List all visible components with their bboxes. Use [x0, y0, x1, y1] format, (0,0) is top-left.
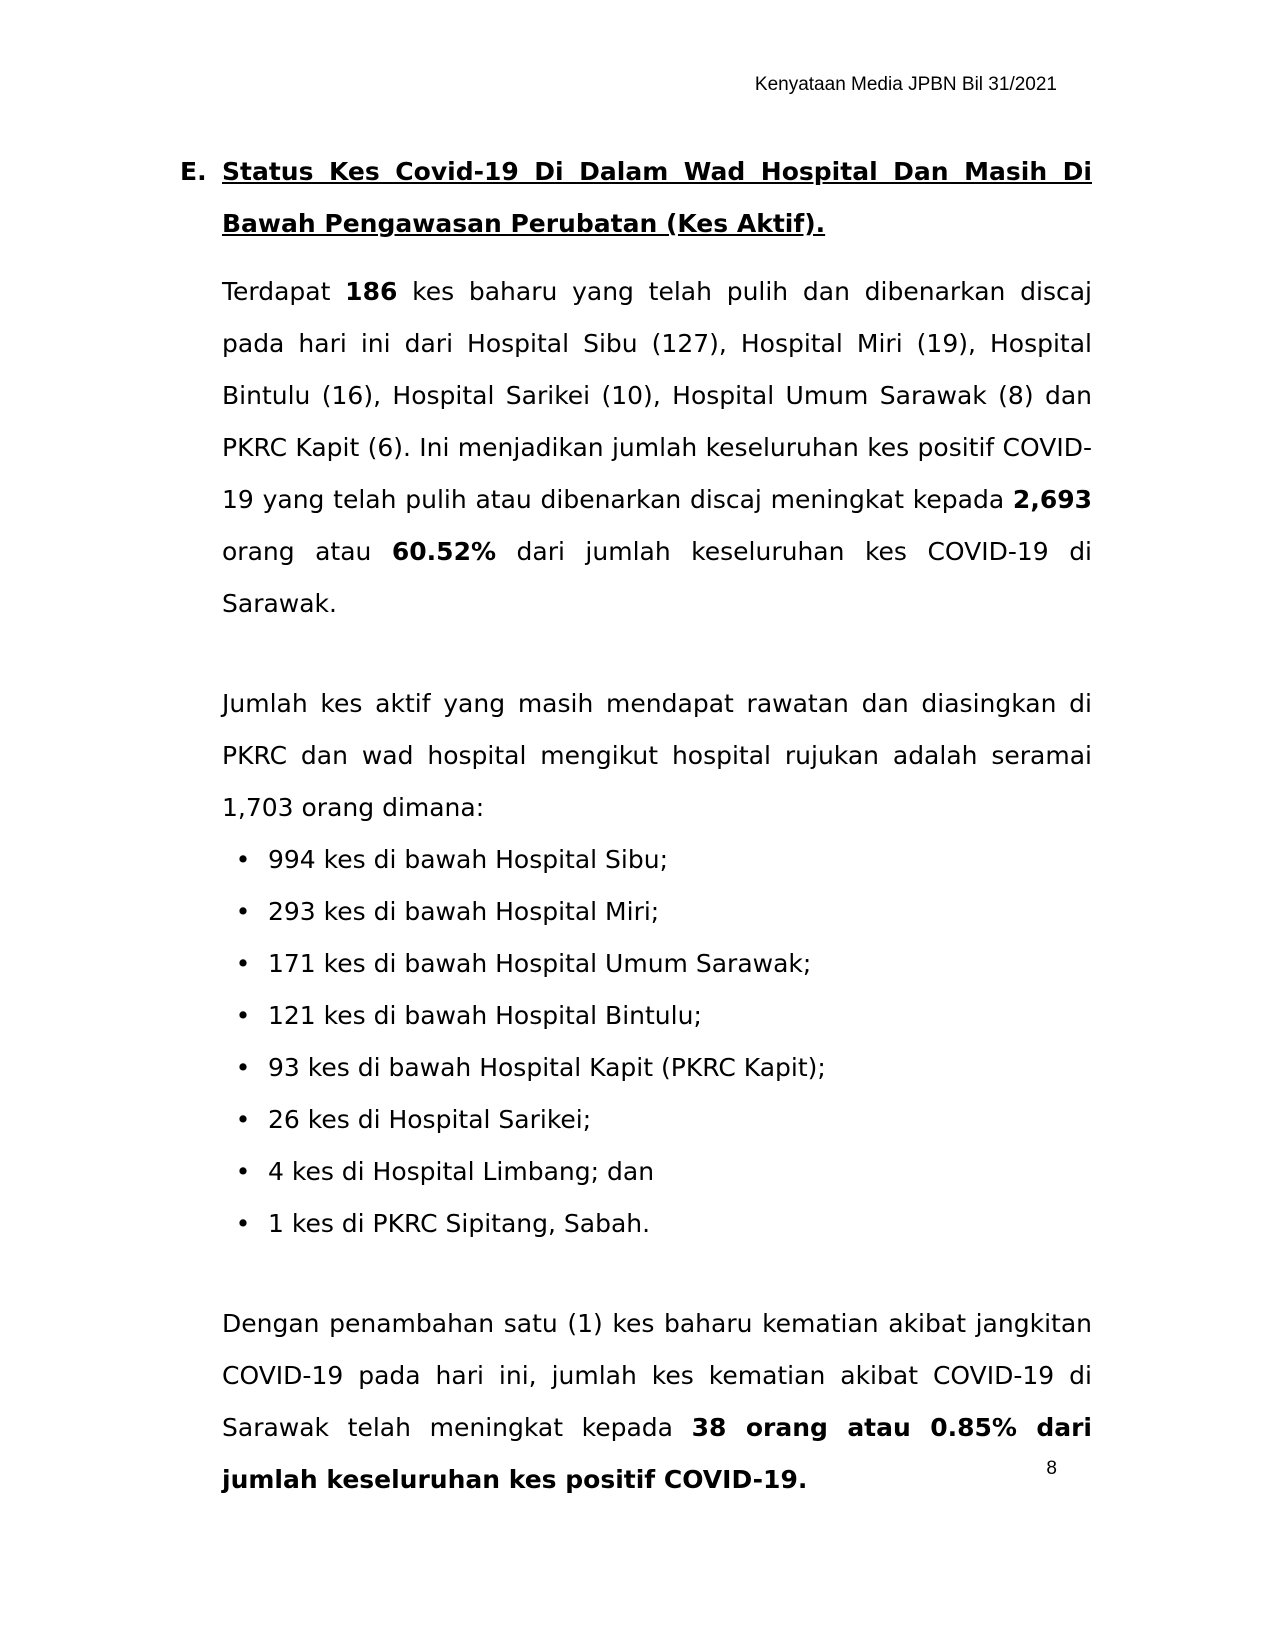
list-item-text: 293 kes di bawah Hospital Miri;: [268, 897, 660, 926]
list-item: [222, 1042, 1092, 1094]
recovered-text-3: orang atau: [222, 537, 392, 566]
section-e: [180, 146, 1092, 1506]
recovered-percentage: 60.52%: [391, 537, 497, 566]
section-heading: [180, 146, 1092, 250]
recovered-total-count: 2,693: [1012, 485, 1092, 514]
recovered-text-2: kes baharu yang telah pulih dan dibenarkan discaj pada hari ini dari Hospital Sibu (127), Hospital Miri (19), Hospital Bintulu (16), Hospital Sarikei (10), Hospital Umum Sarawak (8) dan PKRC Kapit (6). Ini menjadikan jumlah keseluruhan kes positif COVID-19 yang telah pulih atau dibenarkan discaj meningkat kepada: [222, 277, 1092, 514]
bullet: •: [235, 1209, 251, 1238]
deaths-highlight: 38 orang atau 0.85% dari jumlah keseluruhan kes positif COVID-19: [222, 1413, 1093, 1494]
list-item-text: 93 kes di bawah Hospital Kapit (PKRC Kapit);: [268, 1053, 826, 1082]
bullet: •: [235, 949, 251, 978]
list-item-text: 171 kes di bawah Hospital Umum Sarawak;: [268, 949, 812, 978]
list-item: [222, 886, 1092, 938]
list-item-text: 121 kes di bawah Hospital Bintulu;: [268, 1001, 702, 1030]
list-item: [222, 1198, 1092, 1250]
list-item-text: 26 kes di Hospital Sarikei;: [268, 1105, 592, 1134]
section-title: Status Kes Covid-19 Di Dalam Wad Hospital Dan Masih Di Bawah Pengawasan Perubatan (Kes Aktif).: [222, 157, 1092, 238]
page-number: 8: [1046, 1458, 1057, 1479]
list-item: [222, 1094, 1092, 1146]
list-item-text: 1 kes di PKRC Sipitang, Sabah.: [268, 1209, 651, 1238]
recovered-text-4: dari jumlah keseluruhan kes COVID-19 di Sarawak.: [222, 537, 1093, 618]
active-cases-list: [222, 834, 1092, 1250]
section-letter: E.: [180, 157, 207, 186]
bullet: •: [235, 1157, 251, 1186]
bullet: •: [235, 897, 251, 926]
list-item-text: 4 kes di Hospital Limbang; dan: [268, 1157, 655, 1186]
active-cases-paragraph: Jumlah kes aktif yang masih mendapat rawatan dan diasingkan di PKRC dan wad hospital mengikut hospital rujukan adalah seramai 1,703 orang dimana:: [222, 689, 1092, 822]
list-item: [222, 938, 1092, 990]
page-header: Kenyataan Media JPBN Bil 31/2021: [754, 74, 1057, 95]
bullet: •: [235, 1105, 251, 1134]
list-item: [222, 834, 1092, 886]
bullet: •: [235, 845, 251, 874]
deaths-paragraph: [222, 1298, 1092, 1506]
recovered-today-count: 186: [345, 277, 398, 306]
list-item: [222, 1146, 1092, 1198]
list-item: [222, 990, 1092, 1042]
bullet: •: [235, 1053, 251, 1082]
deaths-text-1: Dengan penambahan satu (1) kes baharu kematian akibat jangkitan COVID-19 pada hari ini, jumlah kes kematian akibat COVID-19 di Sarawak telah meningkat kepada: [222, 1309, 1092, 1442]
list-item-text: 994 kes di bawah Hospital Sibu;: [268, 845, 669, 874]
bullet: •: [235, 1001, 251, 1030]
recovered-text-1: Terdapat: [222, 277, 346, 306]
recovered-paragraph: [222, 266, 1092, 630]
deaths-text-2: .: [797, 1465, 808, 1494]
